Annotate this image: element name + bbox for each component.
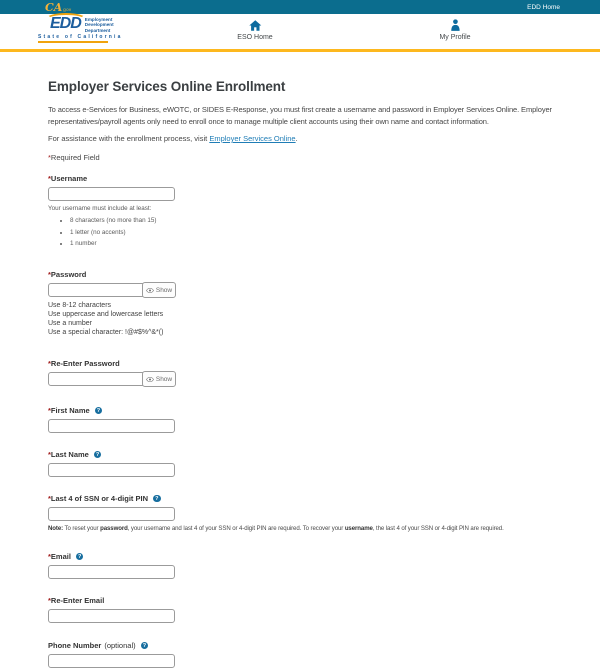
required-asterisk: * xyxy=(48,596,51,605)
nav-eso-home-label: ESO Home xyxy=(237,34,273,41)
reenter-email-label: * Re-Enter Email xyxy=(48,596,105,605)
help-icon[interactable]: ? xyxy=(95,407,103,415)
username-requirement: • 8 characters (no more than 15) xyxy=(70,217,555,224)
email-input[interactable] xyxy=(48,565,175,579)
edd-logo[interactable] xyxy=(38,15,123,43)
utility-bar xyxy=(0,0,600,14)
password-requirements xyxy=(48,301,555,337)
username-requirement: • 1 letter (no accents) xyxy=(70,229,555,236)
username-input[interactable] xyxy=(48,187,175,201)
edd-logo-arc-icon xyxy=(46,13,86,25)
required-asterisk: * xyxy=(48,359,51,368)
required-asterisk: * xyxy=(48,406,51,415)
edd-home-link[interactable]: EDD Home xyxy=(527,3,560,11)
required-asterisk: * xyxy=(48,450,51,459)
eye-icon xyxy=(146,377,154,382)
username-requirements xyxy=(48,217,555,247)
ca-gov-logo[interactable] xyxy=(45,2,71,13)
person-icon xyxy=(450,19,460,31)
phone-optional-label: (optional) xyxy=(104,641,136,650)
password-requirement: Use a special character: !@#$%^&*() xyxy=(48,329,164,336)
gold-divider xyxy=(0,49,600,52)
assistance-line: For assistance with the enrollment process, visit Employer Services Online. xyxy=(48,134,298,143)
help-icon[interactable]: ? xyxy=(94,451,102,459)
password-label: * Password xyxy=(48,270,87,279)
ca-gov-logo-ca: CA xyxy=(45,0,63,14)
required-asterisk: * xyxy=(48,494,51,503)
last-name-input[interactable] xyxy=(48,463,175,477)
first-name-section xyxy=(48,406,555,433)
last-name-section xyxy=(48,450,555,477)
ca-gov-logo-gov: gov xyxy=(63,6,72,12)
reenter-email-section xyxy=(48,596,555,623)
home-icon xyxy=(249,19,261,31)
password-requirement: Use uppercase and lowercase letters xyxy=(48,311,164,318)
email-section xyxy=(48,552,555,579)
eye-icon xyxy=(146,288,154,293)
ssn-pin-section xyxy=(48,494,555,532)
password-section xyxy=(48,270,555,337)
password-show-button[interactable]: Show xyxy=(142,282,176,298)
required-asterisk: * xyxy=(48,153,51,162)
username-label: * Username xyxy=(48,174,88,183)
help-icon[interactable]: ? xyxy=(76,553,84,561)
username-requirement: • 1 number xyxy=(70,240,555,247)
password-requirement: Use a number xyxy=(48,320,92,327)
required-asterisk: * xyxy=(48,270,51,279)
nav-my-profile[interactable] xyxy=(439,19,470,41)
intro-paragraph: To access e-Services for Business, eWOTC, or SIDES E-Response, you must first create a username and password in Employer Services Online. Employer representatives/payroll agents only need to enroll once to manage multiple client accounts using their own name and contact information. xyxy=(48,105,552,126)
username-hint: Your username must include at least: xyxy=(48,205,152,212)
first-name-input[interactable] xyxy=(48,419,175,433)
main-content xyxy=(0,79,600,668)
help-icon[interactable]: ? xyxy=(153,495,161,503)
phone-input[interactable] xyxy=(48,654,175,668)
password-requirement: Use 8-12 characters xyxy=(48,302,112,309)
edd-logo-tagline: State of California xyxy=(38,34,108,43)
phone-section xyxy=(48,641,555,668)
ssn-pin-note: Note: To reset your password, your username and last 4 of your SSN or 4-digit PIN are required. To recover your username, the last 4 of your SSN or 4-digit PIN are required. xyxy=(48,525,504,532)
required-asterisk: * xyxy=(48,174,51,183)
reenter-password-label: * Re-Enter Password xyxy=(48,359,120,368)
nav-my-profile-label: My Profile xyxy=(439,34,471,41)
email-label: * Email ? xyxy=(48,552,555,561)
help-icon[interactable]: ? xyxy=(141,642,149,650)
first-name-label: * First Name ? xyxy=(48,406,555,415)
username-section xyxy=(48,174,555,247)
reenter-email-input[interactable] xyxy=(48,609,175,623)
required-field-note: *Required Field xyxy=(48,153,100,162)
nav-eso-home[interactable] xyxy=(237,19,272,41)
employer-services-online-link[interactable]: Employer Services Online xyxy=(209,134,296,143)
edd-logo-acronym: EDD xyxy=(50,15,81,32)
reenter-password-section xyxy=(48,359,555,386)
ssn-pin-label: * Last 4 of SSN or 4-digit PIN ? xyxy=(48,494,555,503)
ssn-pin-input[interactable] xyxy=(48,507,175,521)
required-asterisk: * xyxy=(48,552,51,561)
edd-logo-lines: Employment Development Department xyxy=(84,17,114,33)
reenter-password-show-button[interactable]: Show xyxy=(142,371,176,387)
page-title: Employer Services Online Enrollment xyxy=(48,79,286,94)
last-name-label: * Last Name ? xyxy=(48,450,555,459)
site-header xyxy=(0,14,600,49)
phone-label: Phone Number (optional) ? xyxy=(48,641,555,650)
